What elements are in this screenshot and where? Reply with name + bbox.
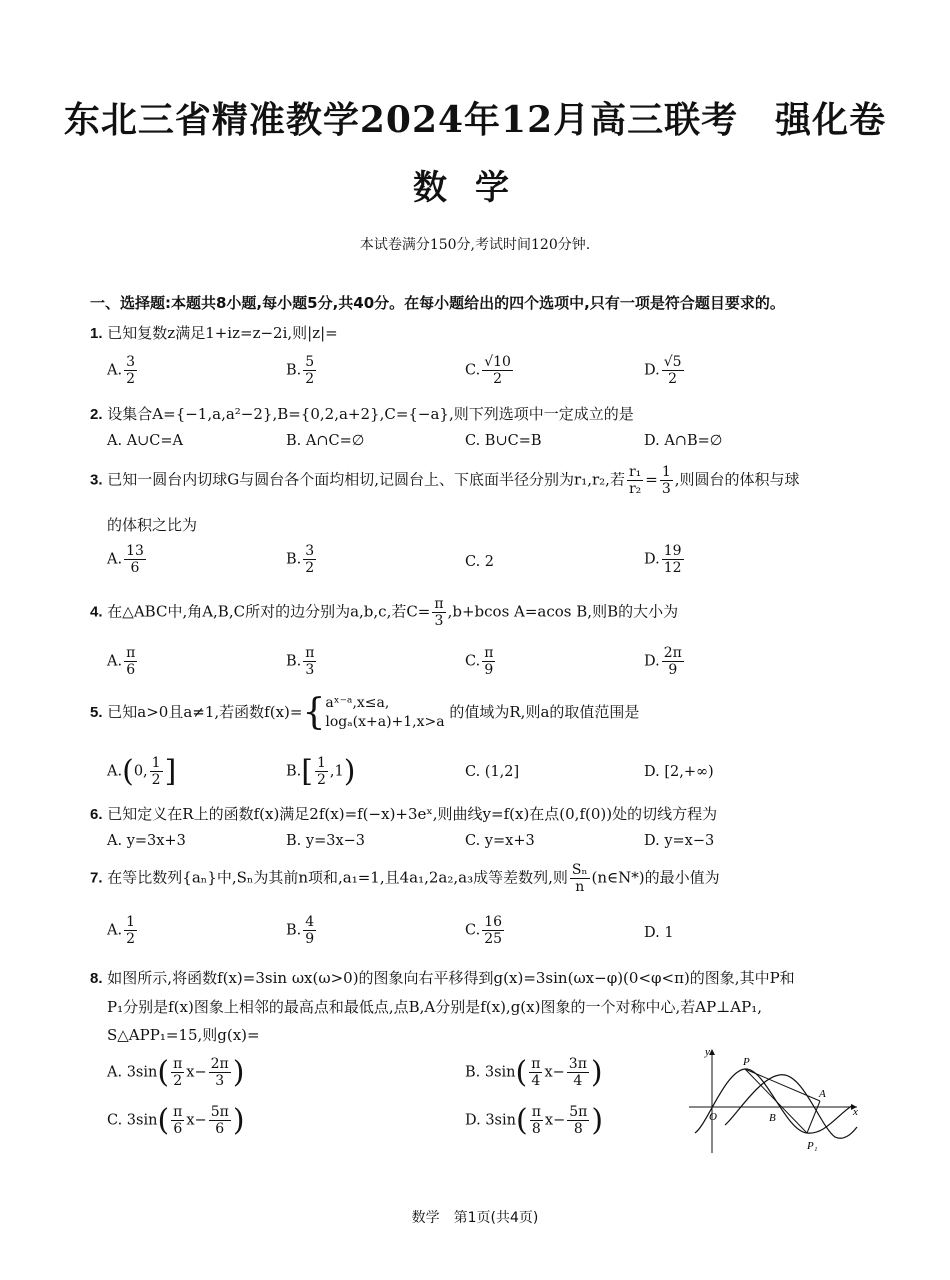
q7-option-b: B. $\frac{4}{9}$ (286, 914, 315, 948)
point-A-label: A (819, 1088, 826, 1100)
q7-option-d: D. 1 (644, 925, 674, 941)
piecewise-line-1: aˣ⁻ᵃ,x≤a, (325, 695, 390, 711)
exam-note: 本试卷满分150分,考试时间120分钟. (359, 237, 591, 253)
q6-option-a: A. y=3x+3 (107, 833, 186, 849)
question-8-line-2: P₁分别是f(x)图象上相邻的最高点和最低点,点B,A分别是f(x),g(x)图象的一个对称中心,若AP⊥AP₁, (107, 998, 762, 1016)
q2-option-a: A. A∪C=A (107, 433, 184, 449)
question-5-stem: 5. 已知a>0且a≠1,若函数f(x)={ aˣ⁻ᵃ,x≤a, logₐ(x+a)+1,x>a 的值域为R,则a的取值范围是 (90, 691, 640, 733)
q4-option-b: B. $\frac{\pi}{3}$ (286, 645, 315, 679)
q7-option-a: A. $\frac{1}{2}$ (107, 914, 136, 948)
q4-option-c: C. $\frac{\pi}{9}$ (465, 645, 494, 679)
question-3-stem-cont: 的体积之比为 (107, 516, 198, 534)
point-P1-label: P₁ (807, 1140, 818, 1152)
q8-option-d: D. 3sin( $\frac{\pi}{8}$ x− $\frac{5\pi}{8}$ ) (465, 1103, 604, 1138)
q5-option-c: C. (1,2] (465, 764, 520, 780)
q1-option-b: B. $\frac{5}{2}$ (286, 354, 315, 388)
q3-option-d: D. $\frac{19}{12}$ (644, 543, 682, 577)
subject-title: 数学 (413, 168, 537, 208)
x-label: x (853, 1106, 858, 1118)
section-heading: 一、选择题:本题共8小题,每小题5分,共40分。在每小题给出的四个选项中,只有一项是符合题目要求的。 (90, 294, 785, 312)
q2-option-b: B. A∩C=∅ (286, 433, 365, 449)
q6-option-c: C. y=x+3 (465, 833, 535, 849)
q2-option-c: C. B∪C=B (465, 433, 542, 449)
q8-option-c: C. 3sin( $\frac{\pi}{6}$ x− $\frac{5\pi}{6}$ ) (107, 1103, 245, 1138)
q8-option-b: B. 3sin( $\frac{\pi}{4}$ x− $\frac{3\pi}{4}$ ) (465, 1055, 603, 1090)
q2-option-d: D. A∩B=∅ (644, 433, 723, 449)
y-label: y (705, 1046, 710, 1058)
piecewise-line-2: logₐ(x+a)+1,x>a (325, 713, 445, 730)
segment-AP (745, 1069, 820, 1101)
y-axis-arrow-icon (709, 1049, 715, 1055)
q3-option-a: A. $\frac{13}{6}$ (107, 543, 144, 577)
origin-label: O (709, 1111, 717, 1123)
q6-option-b: B. y=3x−3 (286, 833, 365, 849)
sine-graph-figure (685, 1045, 865, 1155)
q4-option-d: D. $\frac{2\pi}{9}$ (644, 645, 682, 679)
q4-option-a: A. $\frac{\pi}{6}$ (107, 645, 136, 679)
q5-option-b: B.[ $\frac{1}{2}$ ,1) (286, 754, 356, 789)
segment-PP1 (745, 1069, 807, 1133)
exam-title: 东北三省精准教学2024年12月高三联考 强化卷 (63, 99, 887, 141)
q1-option-c: C. $\frac{√10}{2}$ (465, 354, 511, 388)
q6-option-d: D. y=x−3 (644, 833, 715, 849)
question-8-line-3: S△APP₁=15,则g(x)= (107, 1026, 260, 1044)
q5-option-d: D. [2,+∞) (644, 764, 714, 780)
q5-option-a: A.(0, $\frac{1}{2}$ ] (107, 754, 177, 789)
q1-option-a: A. $\frac{3}{2}$ (107, 354, 136, 388)
point-B-label: B (769, 1112, 776, 1124)
q8-option-a: A. 3sin( $\frac{\pi}{2}$ x− $\frac{2\pi}{3}$ ) (107, 1055, 245, 1090)
question-2-stem: 2. 设集合A={−1,a,a²−2},B={0,2,a+2},C={−a},则下列选项中一定成立的是 (90, 405, 634, 423)
q3-option-b: B. $\frac{3}{2}$ (286, 543, 315, 577)
question-3-stem: 3. 已知一圆台内切球G与圆台各个面均相切,记圆台上、下底面半径分别为r₁,r₂,若 $\frac{\text{r₁}}{\text{r₂}}$ = $\frac{1}{3}$ ,则圆台的体积与球 (90, 464, 800, 498)
point-P-label: P (743, 1056, 750, 1068)
question-7-stem: 7. 在等比数列{aₙ}中,Sₙ为其前n项和,a₁=1,且4a₁,2a₂,a₃成等差数列,则 $\frac{\text{Sₙ}}{n}$ (n∈N*)的最小值为 (90, 862, 720, 896)
question-1-stem: 1. 已知复数z满足1+iz=z−2i,则|z|= (90, 324, 338, 342)
q1-option-d: D. $\frac{√5}{2}$ (644, 354, 682, 388)
q3-option-c: C. 2 (465, 554, 495, 570)
q7-option-c: C. $\frac{16}{25}$ (465, 914, 503, 948)
page-footer: 数学 第1页(共4页) (411, 1210, 539, 1226)
question-6-stem: 6. 已知定义在R上的函数f(x)满足2f(x)=f(−x)+3eˣ,则曲线y=f(x)在点(0,f(0))处的切线方程为 (90, 805, 718, 823)
question-4-stem: 4. 在△ABC中,角A,B,C所对的边分别为a,b,c,若C= $\frac{\pi}{3}$ ,b+bcos A=acos B,则B的大小为 (90, 596, 679, 630)
question-8-stem: 8. 如图所示,将函数f(x)=3sin ωx(ω>0)的图象向右平移得到g(x)=3sin(ωx−φ)(0<φ<π)的图象,其中P和 (90, 969, 795, 987)
